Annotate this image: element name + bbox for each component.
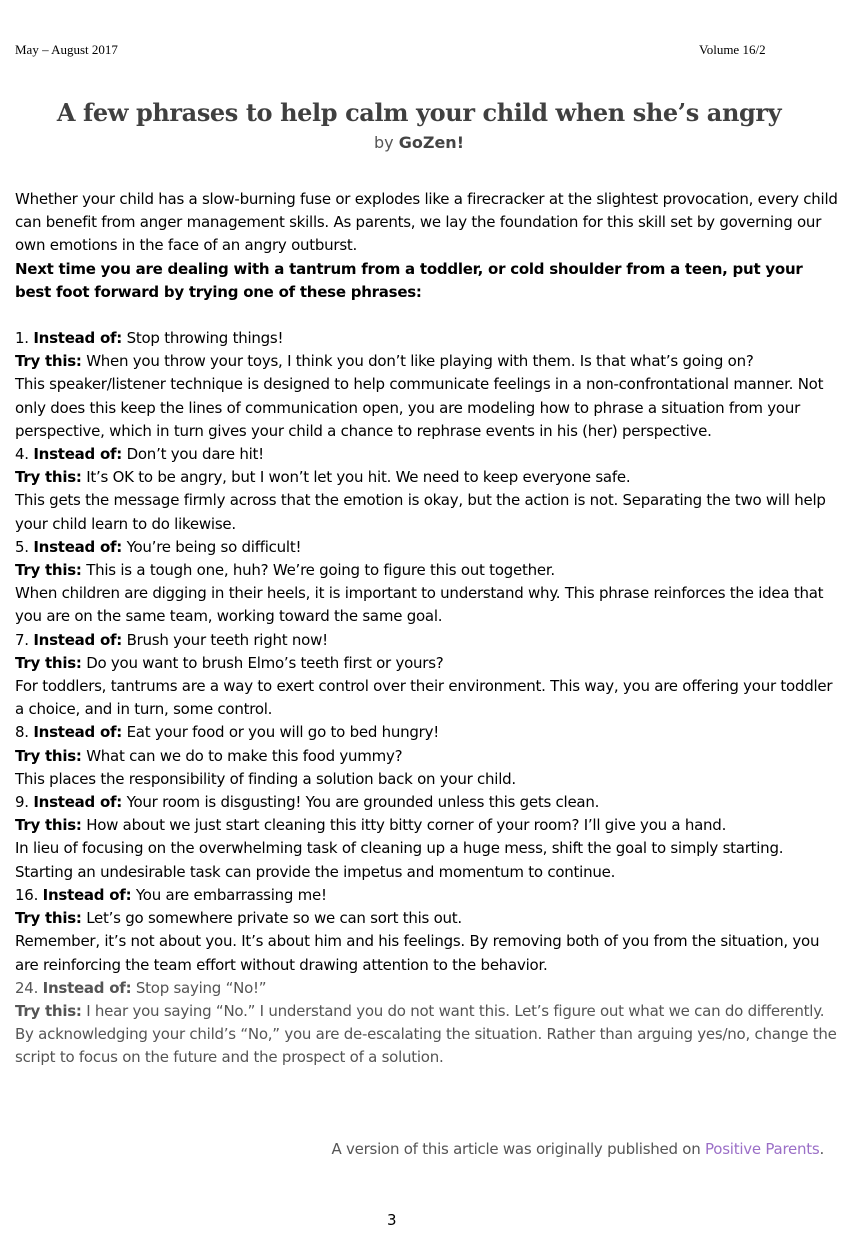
intro-bold-paragraph xyxy=(15,258,841,304)
instead-text: Brush your teeth right now! xyxy=(126,630,328,649)
explanation-text: When children are digging in their heels, it is important to understand why. This phrase reinforces the idea that you are on the same team, working toward the same goal. xyxy=(15,584,824,626)
instead-line xyxy=(15,977,841,1000)
volume-number: Volume 16/2 xyxy=(699,42,766,57)
try-line xyxy=(15,907,841,930)
phrase-item xyxy=(15,327,841,443)
instead-line xyxy=(15,721,841,744)
page-number: 3 xyxy=(387,1211,397,1229)
item-number: 24. xyxy=(15,978,39,997)
try-label: Try this: xyxy=(15,561,82,580)
instead-label: Instead of: xyxy=(33,445,123,464)
intro-paragraph: Whether your child has a slow-burning fuse or explodes like a firecracker at the slightest provocation, every child can benefit from anger management skills. As parents, we lay the foundation for this skill set by governing our own emotions in the face of an angry outburst. xyxy=(15,190,838,255)
issue-date: May – August 2017 xyxy=(15,42,118,57)
instead-text: Eat your food or you will go to bed hungry! xyxy=(126,723,439,742)
instead-line xyxy=(15,791,841,814)
try-text: Do you want to brush Elmo’s teeth first or yours? xyxy=(86,653,444,672)
item-number: 8. xyxy=(15,723,29,742)
explanation-text: This speaker/listener technique is designed to help communicate feelings in a non-confrontational manner. Not only does this keep the lines of communication open, you are modeling how to phrase a situation from your perspective, which in turn gives your child a chance to rephrase events in his (her) perspective. xyxy=(15,375,824,440)
try-text: What can we do to make this food yummy? xyxy=(86,746,403,765)
instead-label: Instead of: xyxy=(42,978,132,997)
try-label: Try this: xyxy=(15,653,82,672)
instead-label: Instead of: xyxy=(33,329,123,348)
try-line xyxy=(15,350,841,373)
instead-text: Your room is disgusting! You are grounded unless this gets clean. xyxy=(126,793,600,812)
try-label: Try this: xyxy=(15,909,82,928)
explanation-text: In lieu of focusing on the overwhelming task of cleaning up a huge mess, shift the goal to simply starting. Starting an undesirable task can provide the impetus and momentum to continue. xyxy=(15,839,784,881)
try-text: How about we just start cleaning this itty bitty corner of your room? I’ll give you a hand. xyxy=(86,816,727,835)
try-label: Try this: xyxy=(15,352,82,371)
explanation-text: For toddlers, tantrums are a way to exert control over their environment. This way, you are offering your toddler a choice, and in turn, some control. xyxy=(15,677,833,719)
try-label: Try this: xyxy=(15,1001,82,1020)
credit-end: . xyxy=(819,1140,824,1158)
item-number: 16. xyxy=(15,885,39,904)
instead-text: Stop throwing things! xyxy=(126,329,284,348)
phrase-item xyxy=(15,721,841,791)
try-line xyxy=(15,652,841,675)
instead-text: You’re being so difficult! xyxy=(126,537,302,556)
positive-parents-link[interactable]: Positive Parents xyxy=(705,1140,820,1158)
explanation-text: This gets the message firmly across that the emotion is okay, but the action is not. Separating the two will help your child learn to do likewise. xyxy=(15,491,826,533)
instead-label: Instead of: xyxy=(33,793,123,812)
explanation-text: By acknowledging your child’s “No,” you are de-escalating the situation. Rather than arguing yes/no, change the script to focus on the future and the prospect of a solution. xyxy=(15,1025,837,1067)
phrase-list xyxy=(15,327,841,1070)
explanation-text: This places the responsibility of finding a solution back on your child. xyxy=(15,769,516,788)
phrase-item xyxy=(15,536,841,629)
try-label: Try this: xyxy=(15,746,82,765)
try-text: Let’s go somewhere private so we can sort this out. xyxy=(86,909,462,928)
instead-line xyxy=(15,443,841,466)
try-line xyxy=(15,814,841,837)
item-number: 7. xyxy=(15,630,29,649)
article-body xyxy=(15,188,841,1070)
intro-bold-text: Next time you are dealing with a tantrum from a toddler, or cold shoulder from a teen, put your best foot forward by trying one of these phrases: xyxy=(15,259,803,301)
try-text: It’s OK to be angry, but I won’t let you hit. We need to keep everyone safe. xyxy=(86,468,631,487)
instead-label: Instead of: xyxy=(33,630,123,649)
instead-text: Don’t you dare hit! xyxy=(126,445,264,464)
instead-label: Instead of: xyxy=(33,723,123,742)
try-text: When you throw your toys, I think you don’t like playing with them. Is that what’s going on? xyxy=(86,352,754,371)
explanation-text: Remember, it’s not about you. It’s about him and his feelings. By removing both of you from the situation, you are reinforcing the team effort without drawing attention to the behavior. xyxy=(15,932,820,974)
byline xyxy=(0,133,838,152)
instead-line xyxy=(15,884,841,907)
byline-prefix: by xyxy=(374,133,394,152)
instead-line xyxy=(15,327,841,350)
try-line xyxy=(15,559,841,582)
phrase-item xyxy=(15,443,841,536)
credit-text: A version of this article was originally published on xyxy=(331,1140,701,1158)
article-title: A few phrases to help calm your child when she’s angry xyxy=(56,98,782,127)
phrase-item xyxy=(15,791,841,884)
spacer xyxy=(15,304,841,327)
instead-line xyxy=(15,629,841,652)
item-number: 1. xyxy=(15,329,29,348)
phrase-item xyxy=(15,977,841,1070)
item-number: 5. xyxy=(15,537,29,556)
instead-text: You are embarrassing me! xyxy=(135,885,327,904)
instead-label: Instead of: xyxy=(42,885,132,904)
try-text: This is a tough one, huh? We’re going to figure this out together. xyxy=(86,561,555,580)
try-line xyxy=(15,466,841,489)
instead-label: Instead of: xyxy=(33,537,123,556)
phrase-item xyxy=(15,884,841,977)
try-label: Try this: xyxy=(15,816,82,835)
try-line xyxy=(15,1000,841,1023)
phrase-item xyxy=(15,629,841,722)
item-number: 9. xyxy=(15,793,29,812)
try-line xyxy=(15,745,841,768)
item-number: 4. xyxy=(15,445,29,464)
byline-author: GoZen! xyxy=(398,133,464,152)
try-label: Try this: xyxy=(15,468,82,487)
try-text: I hear you saying “No.” I understand you do not want this. Let’s figure out what we can do differently. xyxy=(86,1001,825,1020)
instead-text: Stop saying “No!” xyxy=(135,978,267,997)
instead-line xyxy=(15,536,841,559)
source-credit xyxy=(331,1140,824,1158)
